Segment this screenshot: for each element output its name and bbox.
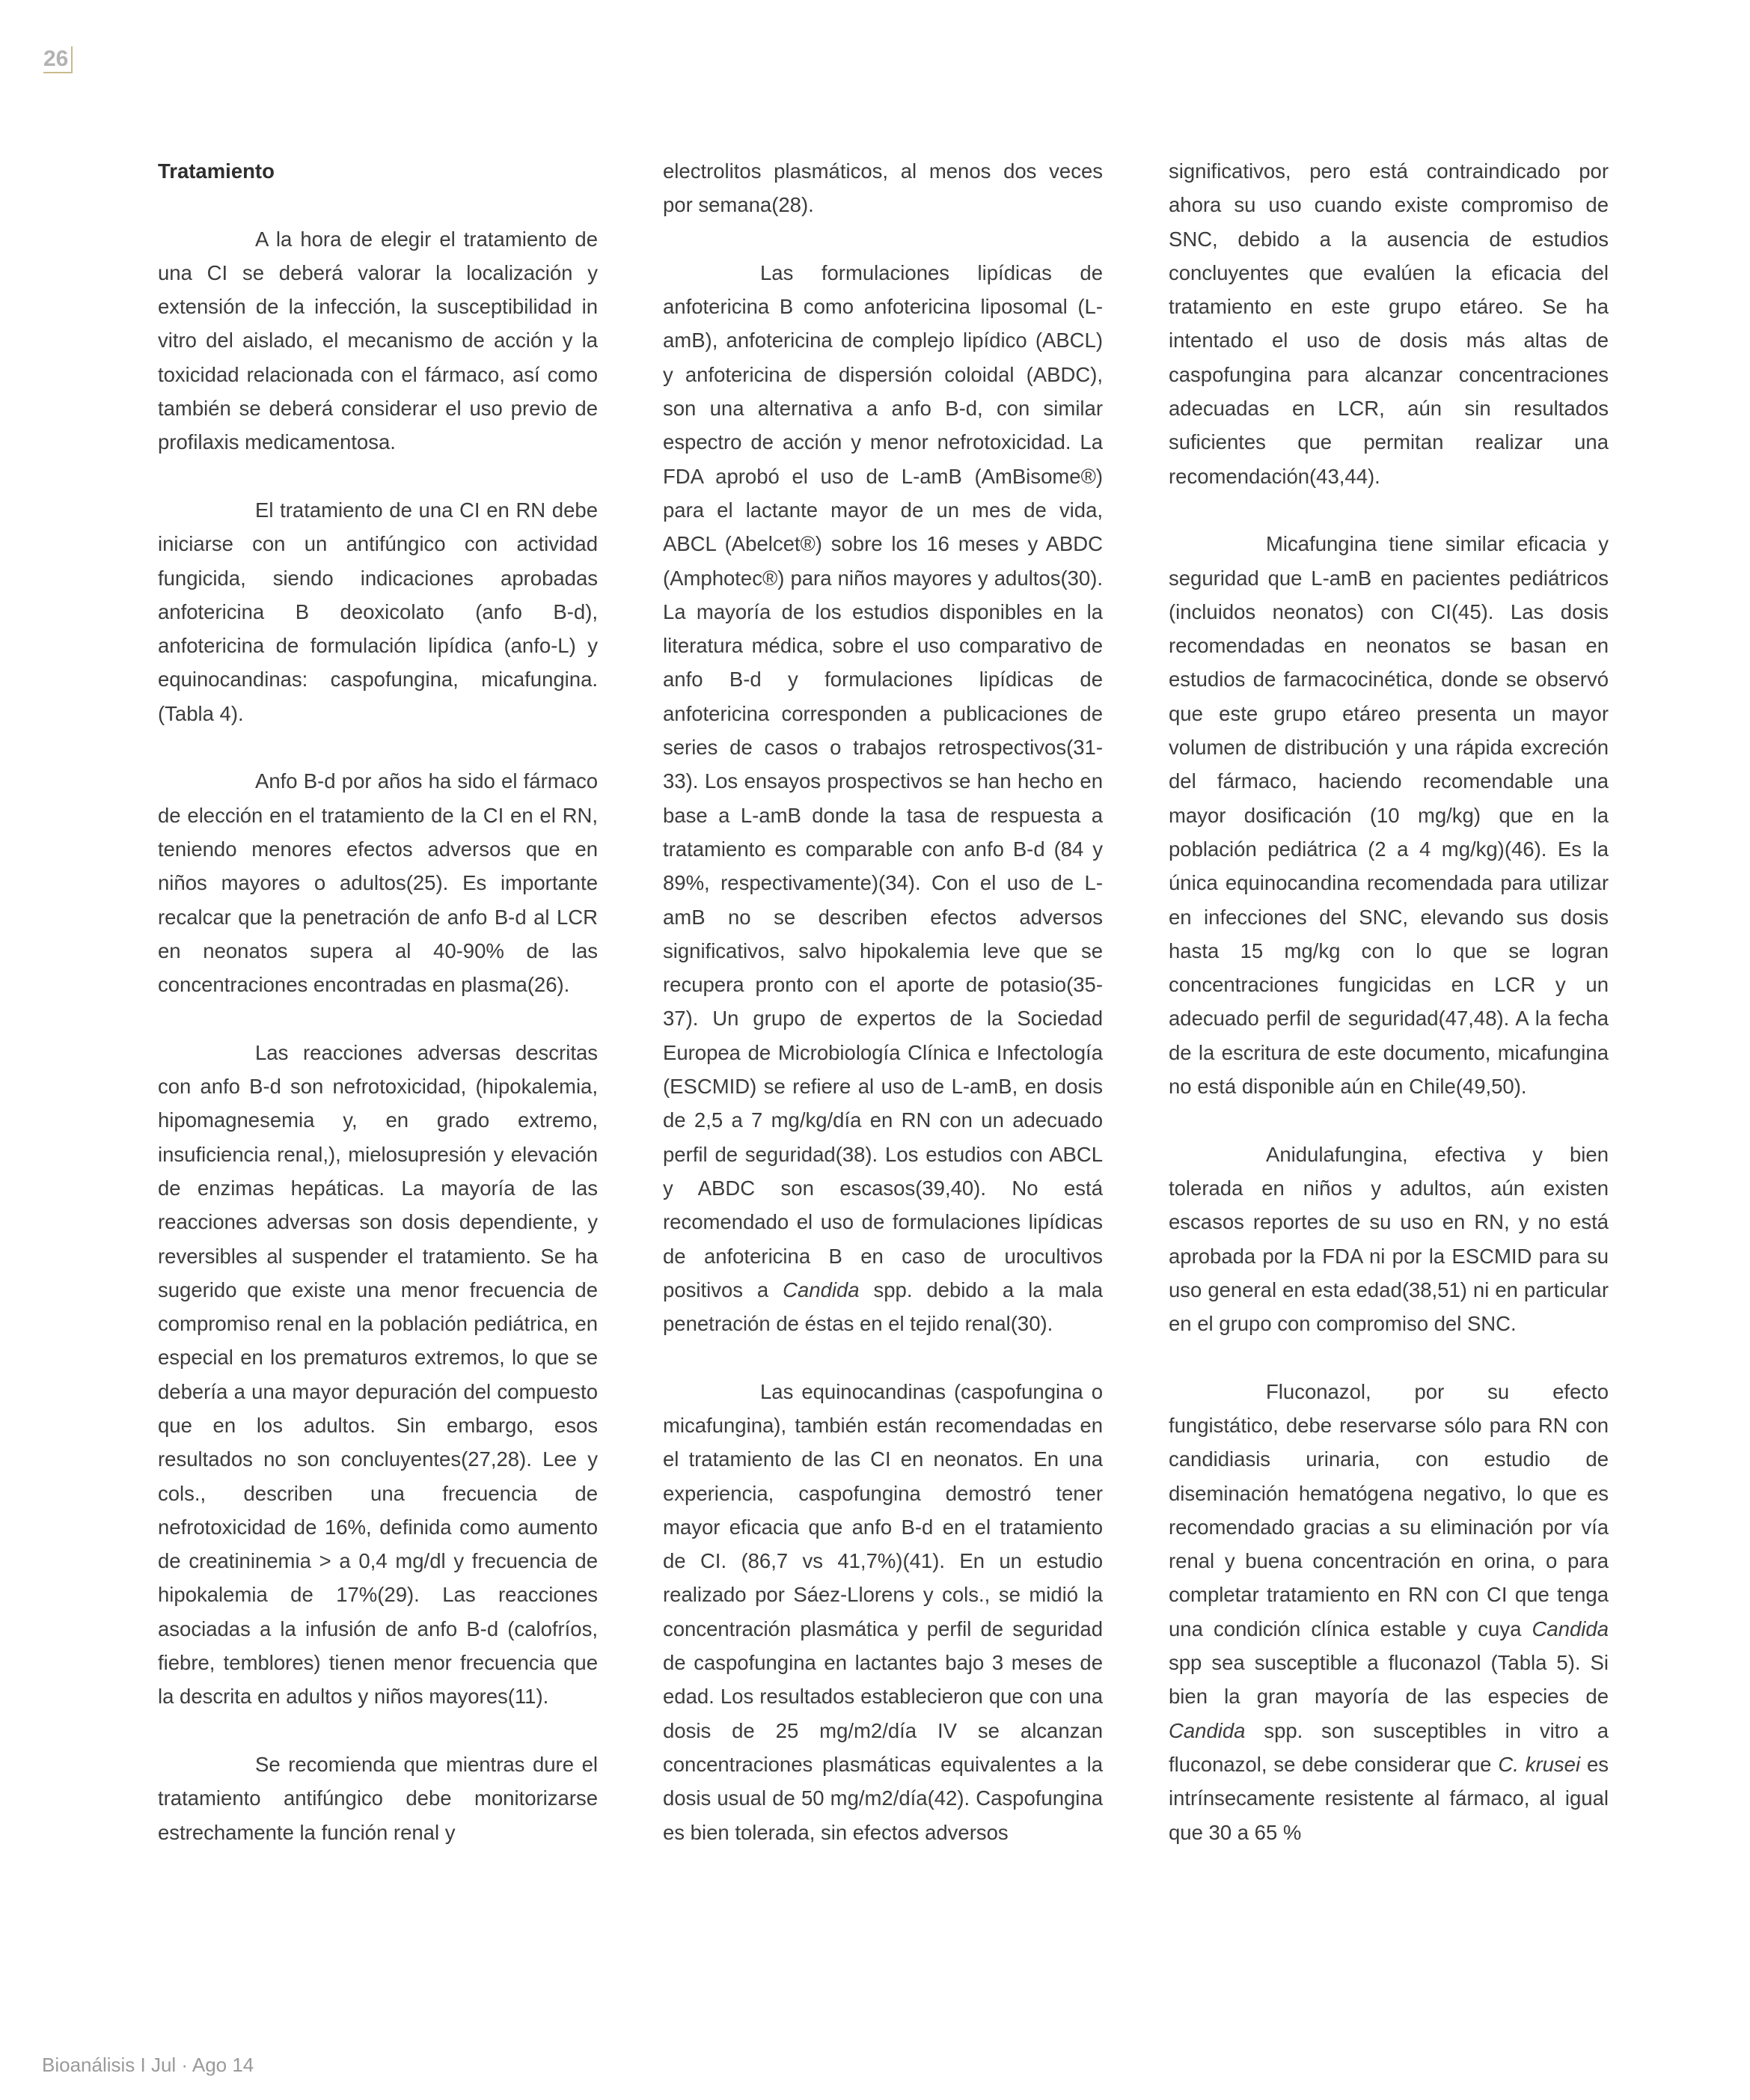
paragraph: A la hora de elegir el tratamiento de una CI se deberá valorar la localización y extensión de la infección, la susceptibilidad in vitro del aislado, el mecanismo de acción y la toxicidad relacionada con el fármaco, así como también se deberá considerar el uso previo de profilaxis medicamentosa. (158, 227, 598, 454)
column-2 (663, 154, 1103, 1883)
paragraph-continued: electrolitos plasmáticos, al menos dos veces por semana(28). (663, 159, 1103, 217)
text-run: spp. son susceptibles in vitro a fluconazol, se debe considerar que (1169, 1718, 1609, 1776)
section-title: Tratamiento (158, 159, 275, 183)
paragraph: Micafungina tiene similar eficacia y seguridad que L-amB en pacientes pediátricos (incluidos neonatos) con CI(45). Las dosis recomendadas en neonatos se basan en estudios de farmacocinética, donde se observó que este grupo etáreo presenta un mayor volumen de distribución y una rápida excreción del fármaco, haciendo recomendable una mayor dosificación (10 mg/kg) que en la población pediátrica (2 a 4 mg/kg)(46). Es la única equinocandina recomendada para utilizar en infecciones del SNC, elevando sus dosis hasta 15 mg/kg con lo que se logran concentraciones fungicidas en LCR y un adecuado perfil de seguridad(47,48). A la fecha de la escritura de este documento, micafungina no está disponible aún en Chile(49,50). (1169, 532, 1609, 1099)
paragraph: Anidulafungina, efectiva y bien tolerada en niños y adultos, aún existen escasos reportes de su uso en RN, y no está aprobada por la FDA ni por la ESCMID para su uso general en esta edad(38,51) ni en particular en el grupo con compromiso del SNC. (1169, 1142, 1609, 1336)
column-3 (1169, 154, 1609, 1883)
footer-journal-issue: Bioanálisis I Jul · Ago 14 (42, 2054, 254, 2076)
text-run: Las formulaciones lipídicas de anfotericina B como anfotericina liposomal (L-amB), anfotericina de complejo lipídico (ABCL) y anfotericina de dispersión coloidal (ABDC), son una alternativa a anfo B-d, con similar espectro de acción y menor nefrotoxicidad. La FDA aprobó el uso de L-amB (AmBisome®) para el lactante mayor de un mes de vida, ABCL (Abelcet®) sobre los 16 meses y ABDC (Amphotec®) para niños mayores y adultos(30). La mayoría de los estudios disponibles en la literatura médica, sobre el uso comparativo de anfo B-d y formulaciones lipídicas de anfotericina corresponden a publicaciones de series de casos o trabajos retrospectivos(31-33). Los ensayos prospectivos se han hecho en base a L-amB donde la tasa de respuesta a tratamiento es comparable con anfo B-d (84 y 89%, respectivamente)(34). Con el uso de L-amB no se describen efectos adversos significativos, salvo hipokalemia leve que se recupera pronto con el aporte de potasio(35-37). Un grupo de expertos de la Sociedad Europea de Microbiología Clínica e Infectología (ESCMID) se refiere al uso de L-amB, en dosis de 2,5 a 7 mg/kg/día en RN con un adecuado perfil de seguridad(38). Los estudios con ABCL y ABDC son escasos(39,40). No está recomendado el uso de formulaciones lipídicas de anfotericina B en caso de urocultivos positivos a (663, 260, 1103, 1301)
page-number: 26 (43, 46, 73, 73)
paragraph: Las reacciones adversas descritas con anfo B-d son nefrotoxicidad, (hipokalemia, hipomagnesemia y, en grado extremo, insuficiencia renal,), mielosupresión y elevación de enzimas hepáticas. La mayoría de las reacciones adversas son dosis dependiente, y reversibles al suspender el tratamiento. Se ha sugerido que existe una menor frecuencia de compromiso renal en la población pediátrica, en especial en los prematuros extremos, lo que se debería a una mayor depuración del compuesto que en los adultos. Sin embargo, esos resultados no son concluyentes(27,28). Lee y cols., describen una frecuencia de nefrotoxicidad de 16%, definida como aumento de creatininemia > a 0,4 mg/dl y frecuencia de hipokalemia de 17%(29). Las reacciones asociadas a la infusión de anfo B-d (calofríos, fiebre, temblores) tienen menor frecuencia que la descrita en adultos y niños mayores(11). (158, 1040, 598, 1709)
italic-text: Candida (1532, 1617, 1609, 1640)
text-run: spp sea susceptible a fluconazol (Tabla 5). Si bien la gran mayoría de las especies de (1169, 1651, 1609, 1709)
text-run: spp. debido a la mala penetración de éstas en el tejido renal(30). (663, 1278, 1104, 1336)
paragraph (1169, 1375, 1609, 1849)
italic-text: C. krusei (1498, 1752, 1581, 1776)
italic-text: Candida (1169, 1718, 1246, 1742)
paragraph: El tratamiento de una CI en RN debe iniciarse con un antifúngico con actividad fungicida, siendo indicaciones aprobadas anfotericina B deoxicolato (anfo B-d), anfotericina de formulación lipídica (anfo-L) y equinocandinas: caspofungina, micafungina. (Tabla 4). (158, 498, 598, 725)
paragraph-continued: significativos, pero está contraindicado por ahora su uso cuando existe compromiso de SNC, debido a la ausencia de estudios concluyentes que evalúen la eficacia del tratamiento en este grupo etáreo. Se ha intentado el uso de dosis más altas de caspofungina para alcanzar concentraciones adecuadas en LCR, aún sin resultados suficientes que permitan realizar una recomendación(43,44). (1169, 159, 1609, 488)
paragraph: Se recomienda que mientras dure el tratamiento antifúngico debe monitorizarse estrechamente la función renal y (158, 1752, 598, 1844)
italic-text: Candida (783, 1278, 860, 1301)
paragraph: Anfo B-d por años ha sido el fármaco de elección en el tratamiento de la CI en el RN, teniendo menores efectos adversos que en niños mayores o adultos(25). Es importante recalcar que la penetración de anfo B-d al LCR en neonatos supera al 40-90% de las concentraciones encontradas en plasma(26). (158, 769, 598, 997)
column-1 (158, 154, 598, 1883)
paragraph: Las equinocandinas (caspofungina o micafungina), también están recomendadas en el tratamiento de las CI en neonatos. En una experiencia, caspofungina demostró tener mayor eficacia que anfo B-d en el tratamiento de CI. (86,7 vs 41,7%)(41). En un estudio realizado por Sáez-Llorens y cols., se midió la concentración plasmática y perfil de seguridad de caspofungina en lactantes bajo 3 meses de edad. Los resultados establecieron que con una dosis de 25 mg/m2/día IV se alcanzan concentraciones plasmáticas equivalentes a la dosis usual de 50 mg/m2/día(42). Caspofungina es bien tolerada, sin efectos adversos (663, 1379, 1103, 1844)
text-run: es intrínsecamente resistente al fármaco, al igual que 30 a 65 % (1169, 1752, 1609, 1844)
text-run: Fluconazol, por su efecto fungistático, debe reservarse sólo para RN con candidiasis urinaria, con estudio de diseminación hematógena negativo, lo que es recomendado gracias a su eliminación por vía renal y buena concentración en orina, o para completar tratamiento en RN con CI que tenga una condición clínica estable y cuya (1169, 1379, 1609, 1640)
paragraph (663, 256, 1103, 1341)
